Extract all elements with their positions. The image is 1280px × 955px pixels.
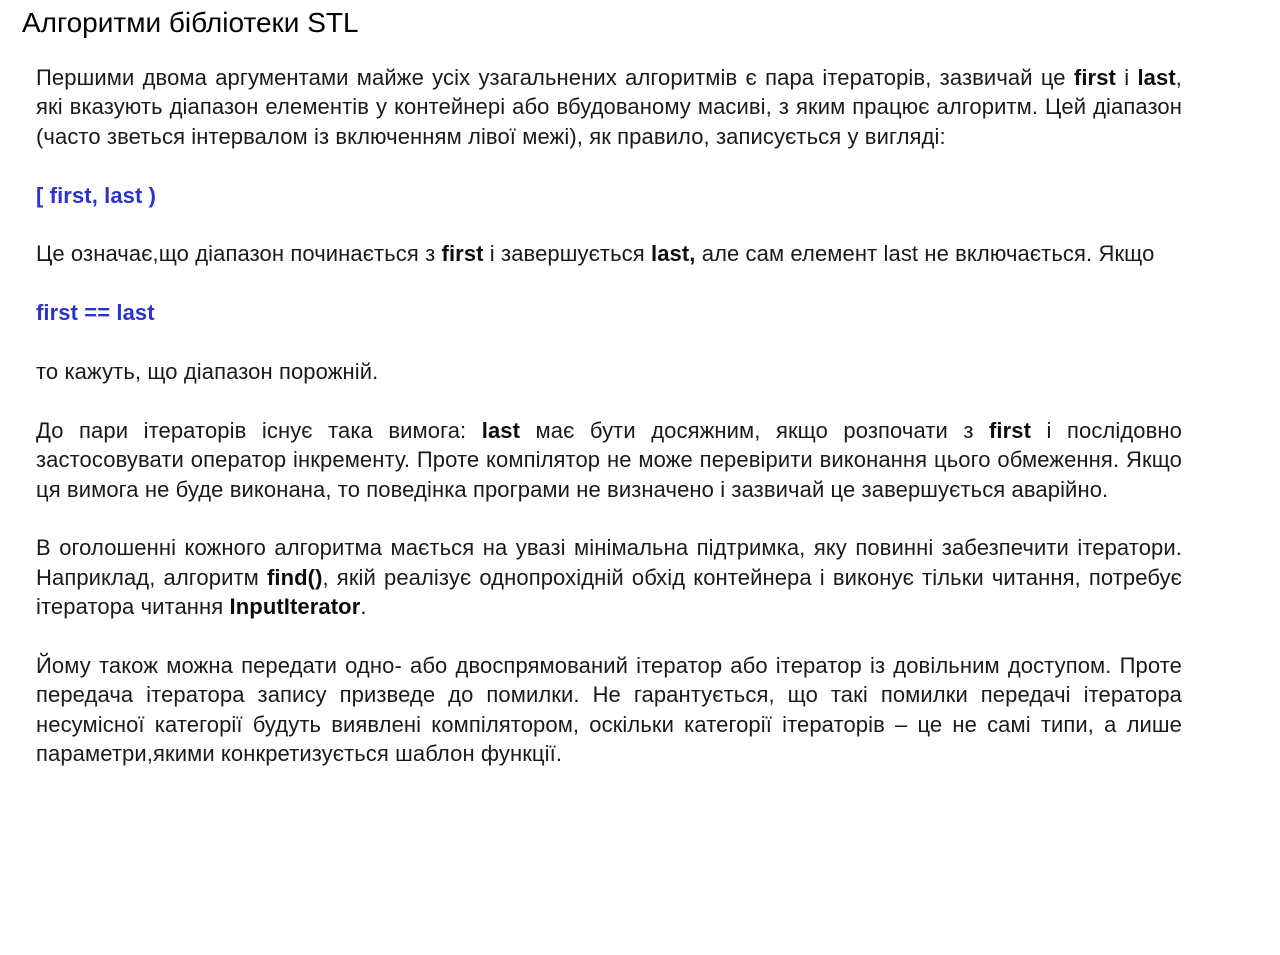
code-empty-range: first == last bbox=[36, 300, 155, 326]
paragraph-iterator-pair bbox=[36, 63, 1182, 151]
paragraph-minimal-support bbox=[36, 533, 1182, 621]
text-run: але сам елемент last не включається. Якщо bbox=[695, 241, 1155, 267]
code-range-notation: [ first, last ) bbox=[36, 182, 157, 208]
paragraph-iterator-categories: Йому також можна передати одно- або двоспрямований ітератор або ітератор із довільним доступом. Проте передача ітератора запису призведе до помилки. Не гарантується, що такі помилки передачі ітератора несумісної категорії будуть виявлені компілятором, оскільки категорії ітераторів – це не самі типи, а лише параметри,якими конкретизується шаблон функції. bbox=[36, 653, 1182, 767]
keyword-first: first bbox=[989, 417, 1032, 443]
spacer bbox=[36, 504, 1182, 533]
keyword-last: last, bbox=[650, 241, 696, 267]
slide-body bbox=[36, 63, 1182, 769]
text-run: Це означає,що діапазон починається з bbox=[36, 241, 442, 267]
paragraph-reachability bbox=[36, 416, 1182, 504]
text-run: , якій реалізує однопрохідній обхід контейнера і виконує тільки читання, потребує ітератора читання bbox=[36, 564, 1182, 620]
spacer bbox=[36, 269, 1182, 298]
keyword-last: last bbox=[481, 417, 521, 443]
spacer bbox=[36, 622, 1182, 651]
text-run: Першими двома аргументами майже усіх узагальнених алгоритмів є пара ітераторів, зазвичай це bbox=[36, 65, 1074, 90]
text-run: До пари ітераторів існує така вимога: bbox=[36, 417, 482, 443]
text-run: і завершується bbox=[483, 241, 651, 267]
text-run: і послідовно застосовувати оператор інкременту. Проте компілятор не може перевірити виконання цього обмеження. Якщо ця вимога не буде виконана, то поведінка програми не визначено і зазвичай це завершується аварійно. bbox=[36, 417, 1182, 502]
text-run: має бути досяжним, якщо розпочати з bbox=[520, 417, 989, 443]
keyword-first: first bbox=[1073, 65, 1116, 90]
keyword-first: first bbox=[441, 241, 484, 267]
keyword-last: last bbox=[1137, 65, 1176, 90]
text-run: . bbox=[360, 594, 367, 620]
keyword-inputiterator: InputIterator bbox=[229, 594, 361, 620]
spacer bbox=[36, 151, 1182, 180]
spacer bbox=[36, 386, 1182, 415]
spacer bbox=[36, 210, 1182, 239]
spacer bbox=[36, 328, 1182, 357]
keyword-find: find() bbox=[266, 564, 323, 590]
text-run: і bbox=[1115, 65, 1138, 90]
slide-title: Алгоритми бібліотеки STL bbox=[22, 7, 359, 38]
text-run: , які вказують діапазон елементів у контейнері або вбудованому масиві, з яким працює алгоритм. Цей діапазон (часто зветься інтервалом із включенням лівої межі), як правило, записується у вигляді: bbox=[36, 65, 1182, 149]
text-run: В оголошенні кожного алгоритма мається на увазі мінімальна підтримка, яку повинні забезпечити ітератори. Наприклад, алгоритм bbox=[36, 535, 1182, 590]
paragraph-empty-range: то кажуть, що діапазон порожній. bbox=[36, 359, 379, 384]
paragraph-range-meaning bbox=[36, 239, 1182, 268]
